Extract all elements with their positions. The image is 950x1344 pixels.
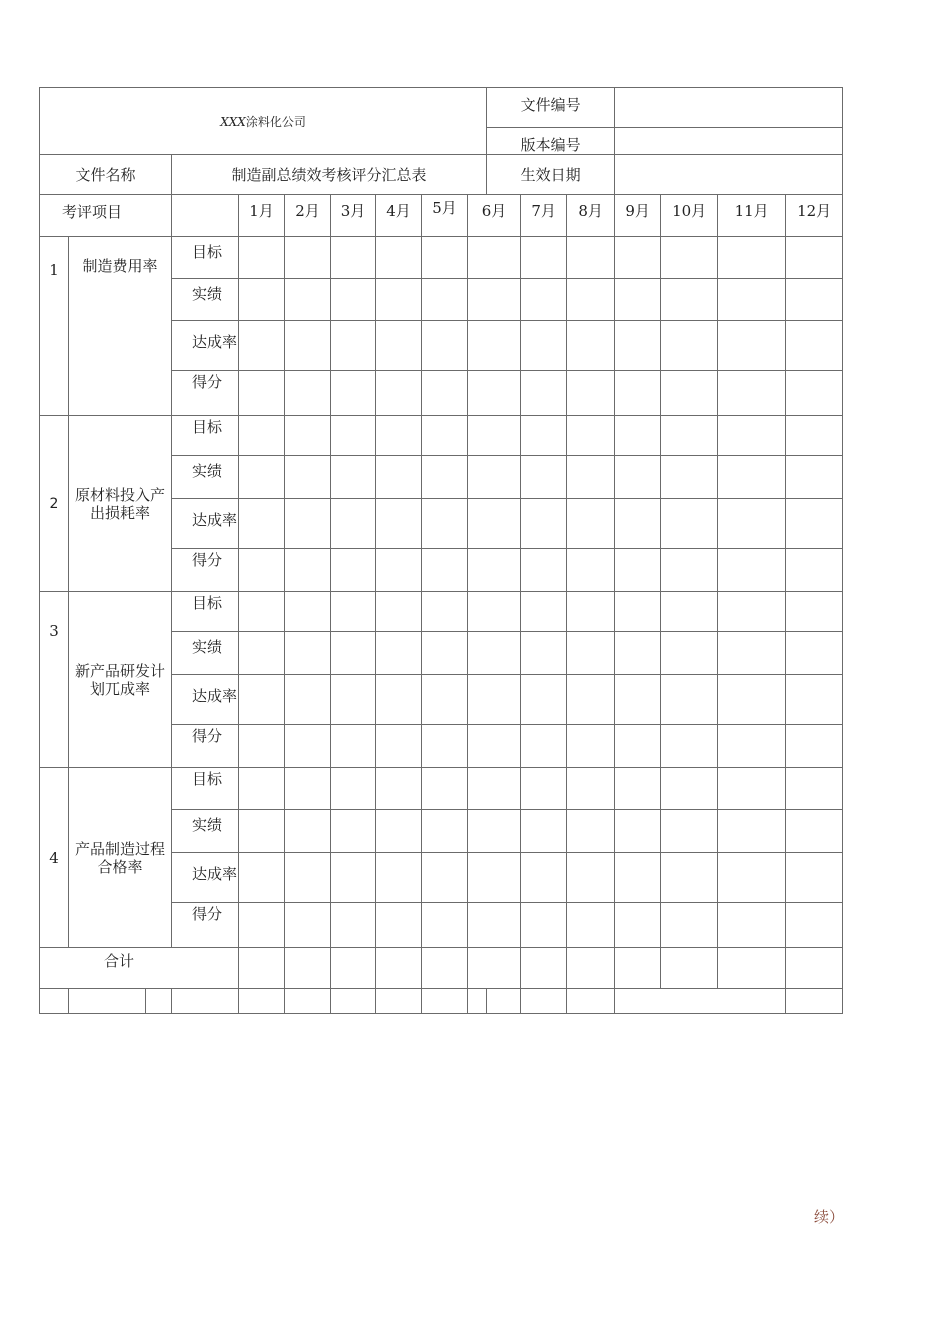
blank-row <box>40 989 843 1014</box>
doc-no-label: 文件编号 <box>487 88 615 128</box>
item-name: 新产品研发计划兀成率 <box>69 592 172 768</box>
sub-item-score: 得分 <box>172 549 239 592</box>
month-header: 2月 <box>285 195 331 237</box>
month-header: 1月 <box>239 195 285 237</box>
effective-date-label: 生效日期 <box>487 155 615 195</box>
month-header: 11月 <box>718 195 786 237</box>
sub-item-score: 得分 <box>172 903 239 948</box>
sub-item-actual: 实绩 <box>172 810 239 853</box>
sub-item-target: 目标 <box>172 237 239 279</box>
file-name-label: 文件名称 <box>40 155 172 195</box>
sub-item-target: 目标 <box>172 416 239 456</box>
total-label: 合计 <box>40 948 239 989</box>
file-name-value: 制造副总绩效考核评分汇总表 <box>172 155 487 195</box>
sub-item-rate: 达成率 <box>172 675 239 725</box>
doc-no-value <box>615 88 843 128</box>
month-header: 9月 <box>615 195 661 237</box>
continued-note: 续） <box>814 1208 845 1226</box>
sub-item-actual: 实绩 <box>172 632 239 675</box>
kpi-summary-form <box>39 87 843 1014</box>
sub-item-score: 得分 <box>172 725 239 768</box>
month-header: 3月 <box>331 195 376 237</box>
item-name: 原材料投入产出损耗率 <box>69 416 172 592</box>
sub-item-actual: 实绩 <box>172 456 239 499</box>
sub-item-actual: 实绩 <box>172 279 239 321</box>
sub-item-rate: 达成率 <box>172 499 239 549</box>
version-value <box>615 128 843 155</box>
sub-header <box>172 195 239 237</box>
company-name-cell <box>40 88 487 155</box>
month-header: 12月 <box>786 195 843 237</box>
item-name: 产品制造过程合格率 <box>69 768 172 948</box>
version-label: 版本编号 <box>487 128 615 155</box>
item-number: 4 <box>40 768 69 948</box>
item-header: 考评项目 <box>40 195 172 237</box>
month-header: 4月 <box>376 195 422 237</box>
item-name: 制造费用率 <box>69 237 172 416</box>
company-name: XXX涂料化公司 <box>220 114 306 129</box>
item-number: 3 <box>40 592 69 768</box>
month-header: 7月 <box>521 195 567 237</box>
sub-item-target: 目标 <box>172 768 239 810</box>
month-header: 10月 <box>661 195 718 237</box>
month-header: 8月 <box>567 195 615 237</box>
item-number: 2 <box>40 416 69 592</box>
sub-item-score: 得分 <box>172 371 239 416</box>
sub-item-rate: 达成率 <box>172 853 239 903</box>
month-header: 6月 <box>468 195 521 237</box>
effective-date-value <box>615 155 843 195</box>
sub-item-target: 目标 <box>172 592 239 632</box>
sub-item-rate: 达成率 <box>172 321 239 371</box>
item-number: 1 <box>40 237 69 416</box>
month-header: 5月 <box>422 195 468 237</box>
